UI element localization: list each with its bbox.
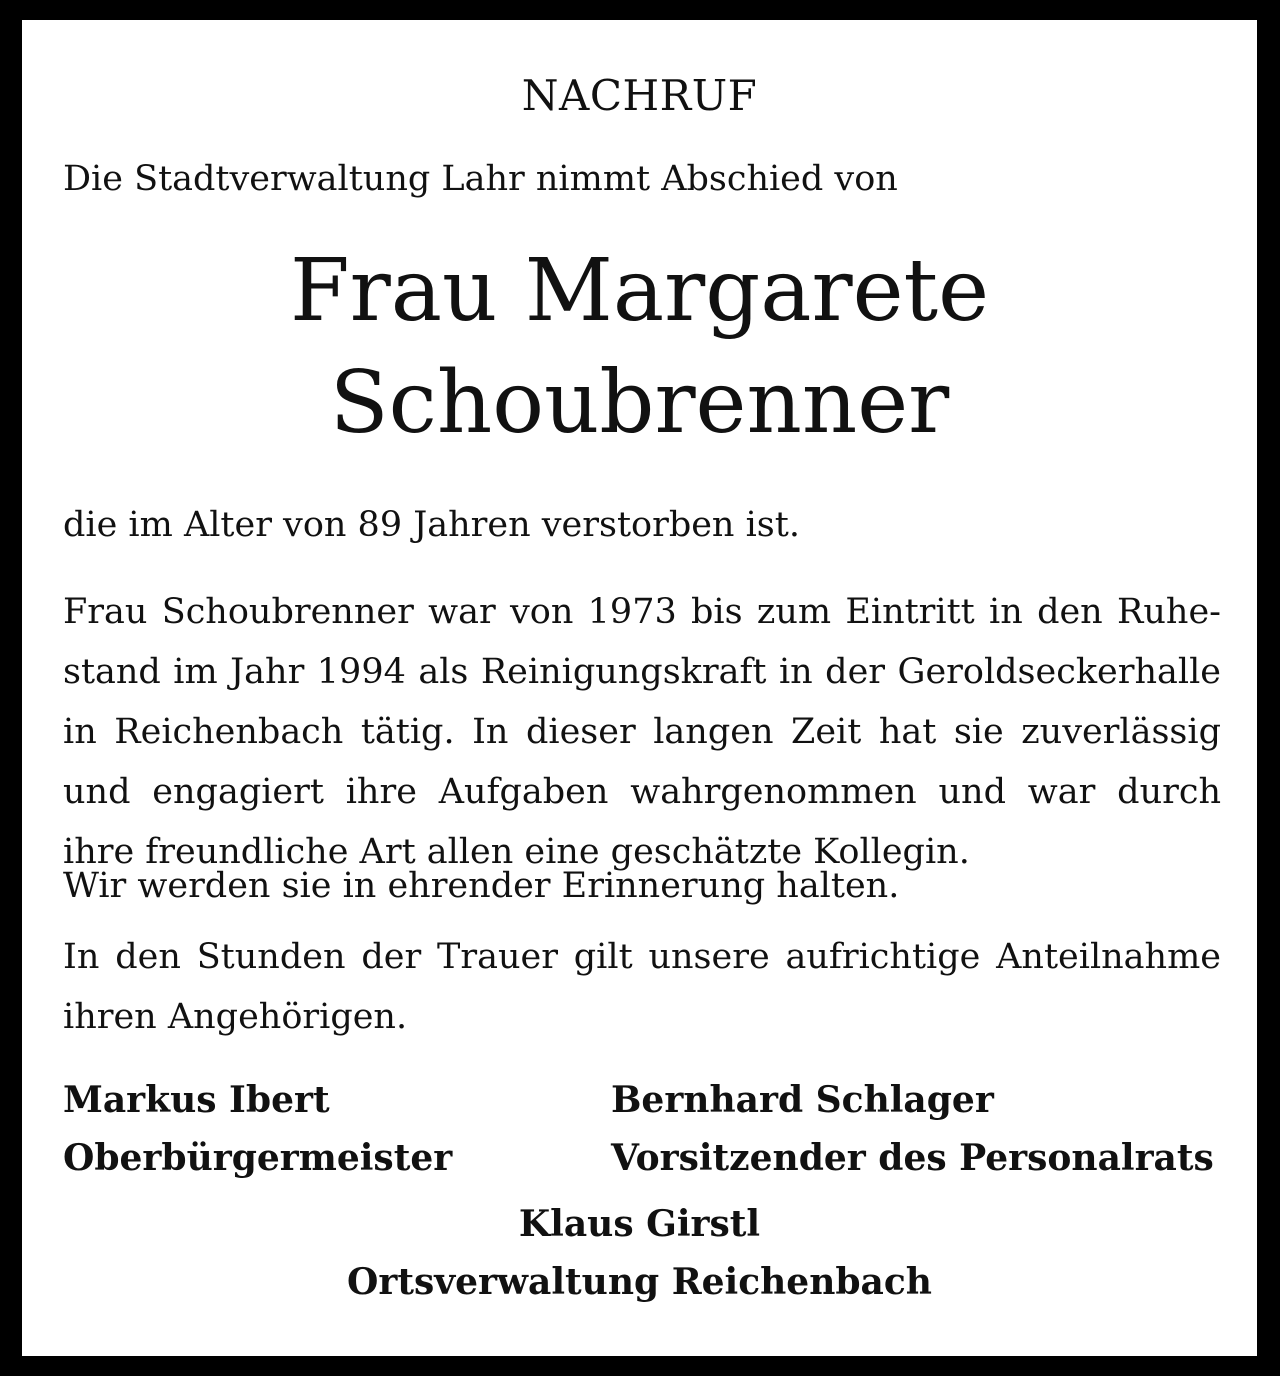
career-paragraph	[63, 582, 1221, 882]
paragraph-line: in Reichenbach tätig. In dieser langen Zeit hat sie zuverlässig	[63, 712, 1221, 752]
paragraph-line: ihre freundliche Art allen eine geschätzte Kollegin.	[63, 832, 970, 872]
deceased-name	[22, 235, 1257, 459]
remembrance-paragraph	[63, 856, 1221, 916]
condolence-line: ihren Angehörigen.	[63, 997, 408, 1037]
signatory-title: Ortsverwaltung Reichenbach	[347, 1261, 932, 1303]
signatory-name: Markus Ibert	[63, 1079, 330, 1121]
signatory-title: Vorsitzender des Personalrats	[611, 1137, 1214, 1179]
age-paragraph	[63, 495, 1221, 555]
deceased-name-line-2: Schoubrenner	[329, 353, 950, 453]
signatory-name: Bernhard Schlager	[611, 1079, 994, 1121]
signatory-name: Klaus Girstl	[518, 1203, 761, 1245]
paragraph-line: und engagiert ihre Aufgaben wahrgenommen und war durch	[63, 772, 1221, 812]
age-line: die im Alter von 89 Jahren verstorben ist.	[63, 505, 800, 545]
paragraph-line: stand im Jahr 1994 als Reinigungskraft in der Geroldseckerhalle	[63, 652, 1221, 692]
remembrance-line: Wir werden sie in ehrender Erinnerung halten.	[63, 866, 900, 906]
obituary-notice	[22, 20, 1257, 1356]
intro-line: Die Stadtverwaltung Lahr nimmt Abschied von	[63, 159, 898, 199]
signatory-title: Oberbürgermeister	[63, 1137, 453, 1179]
signatory-local-administration	[22, 1195, 1257, 1311]
paragraph-line: Frau Schoubrenner war von 1973 bis zum Eintritt in den Ruhe-	[63, 592, 1221, 632]
deceased-name-line-1: Frau Margarete	[289, 241, 989, 341]
signatory-mayor	[63, 1071, 452, 1187]
condolence-paragraph	[63, 927, 1221, 1047]
notice-heading: NACHRUF	[521, 71, 758, 120]
condolence-line: In den Stunden der Trauer gilt unsere aufrichtige Anteilnahme	[63, 937, 1221, 977]
signatory-staff-council	[611, 1071, 1214, 1187]
